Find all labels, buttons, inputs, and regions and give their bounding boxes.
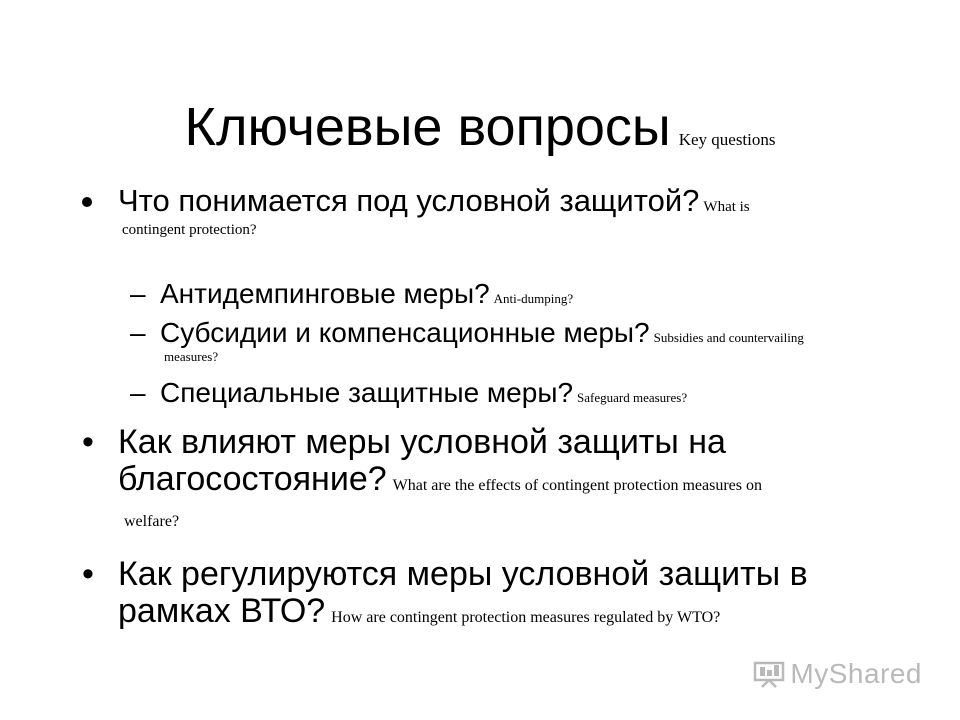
sub-item-anti-dumping (130, 278, 880, 310)
bullet-marker: • (82, 555, 94, 593)
bullet-wto-regulation (82, 555, 858, 631)
presentation-board-icon (752, 660, 786, 688)
bullet-marker: • (82, 423, 94, 461)
bullet-text-english-continued: contingent protection? (122, 222, 257, 239)
bullet-text-english: What are the effects of contingent protection measures on (392, 477, 762, 495)
sub-item-dash: – (130, 278, 146, 309)
title-english: Key questions (678, 130, 776, 149)
watermark-text: MyShared (790, 658, 922, 689)
bullet-welfare-effects (82, 423, 858, 530)
slide-title (0, 97, 960, 157)
bullet-dot-icon (82, 197, 92, 207)
sub-item-text-english: Safeguard measures? (577, 390, 688, 405)
watermark-logo (752, 658, 922, 690)
bullet-text-english-continued: welfare? (124, 512, 180, 530)
sub-item-text-english-continued: measures? (164, 348, 219, 364)
sub-item-text-english: Subsidies and countervailing (653, 330, 804, 345)
sub-item-safeguard (130, 377, 880, 409)
bullet-text-russian: Как регулируются меры условной защиты в (118, 555, 808, 593)
bullet-text-english: How are contingent protection measures regulated by WTO? (331, 609, 721, 627)
sub-item-text-russian: Субсидии и компенсационные меры? (160, 317, 650, 348)
bullet-text-russian: Как влияют меры условной защиты на (118, 423, 726, 461)
sub-item-dash: – (130, 317, 146, 348)
bullet-text-russian: Что понимается под условной защитой? (118, 183, 700, 218)
title-russian: Ключевые вопросы (184, 97, 671, 157)
bullet-text-russian-continued: благосостояние? (118, 460, 387, 499)
sub-item-text-english: Anti-dumping? (493, 291, 574, 306)
bullet-text-english: What is (703, 199, 750, 215)
bullet-contingent-protection (118, 184, 858, 239)
sub-item-text-russian: Специальные защитные меры? (160, 377, 574, 408)
sub-item-text-russian: Антидемпинговые меры? (160, 278, 490, 309)
sub-item-subsidies (130, 317, 880, 364)
bullet-text-russian-continued: рамках ВТО? (118, 592, 326, 631)
sub-item-dash: – (130, 377, 146, 408)
